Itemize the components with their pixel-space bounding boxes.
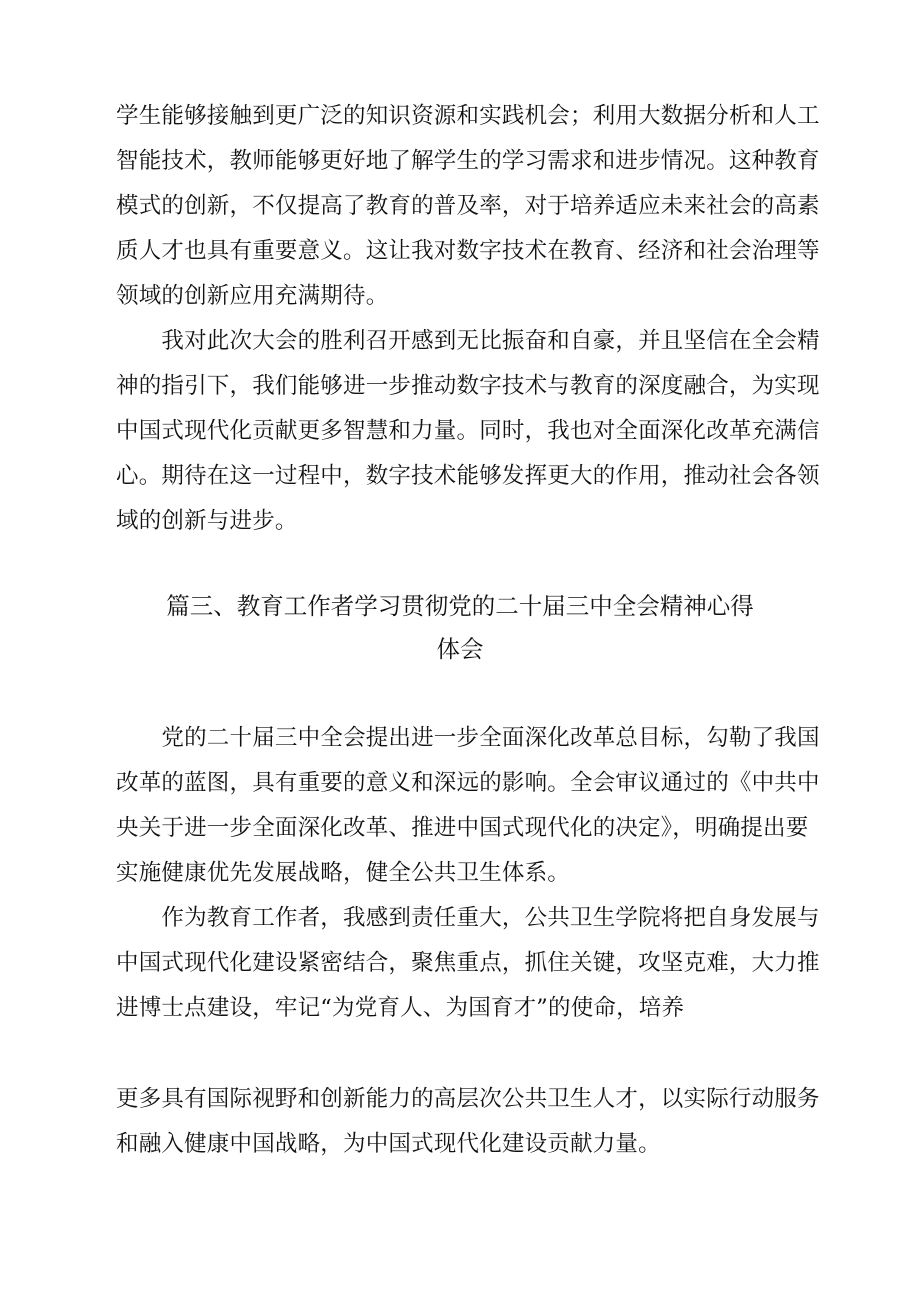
text-line: 中国式现代化建设紧密结合，聚焦重点，抓住关键，攻坚克难，大力推 (116, 950, 820, 976)
section-heading: 篇三、教育工作者学习贯彻党的二十届三中全会精神心得 (166, 592, 754, 620)
text-line: 模式的创新，不仅提高了教育的普及率，对于培养适应未来社会的高素 (116, 193, 820, 219)
text-line: 域的创新与进步。 (116, 508, 298, 534)
text-line: 更多具有国际视野和创新能力的高层次公共卫生人才，以实际行动服务 (116, 1086, 820, 1112)
text-line: 心。期待在这一过程中，数字技术能够发挥更大的作用，推动社会各领 (116, 463, 820, 489)
text-line: 质人才也具有重要意义。这让我对数字技术在教育、经济和社会治理等 (116, 238, 820, 264)
text-line: 实施健康优先发展战略，健全公共卫生体系。 (116, 860, 571, 886)
text-line: 作为教育工作者，我感到责任重大，公共卫生学院将把自身发展与 (116, 905, 820, 931)
text-line: 神的指引下，我们能够进一步推动数字技术与教育的深度融合，为实现 (116, 373, 820, 399)
text-line: 中国式现代化贡献更多智慧和力量。同时，我也对全面深化改革充满信 (116, 418, 820, 444)
text-line: 进博士点建设，牢记“为党育人、为国育才”的使命，培养 (116, 995, 685, 1021)
text-line: 和融入健康中国战略，为中国式现代化建设贡献力量。 (116, 1131, 661, 1157)
text-line: 领域的创新应用充满期待。 (116, 283, 389, 309)
text-line: 改革的蓝图，具有重要的意义和深远的影响。全会审议通过的《中共中 (116, 770, 820, 796)
text-line: 党的二十届三中全会提出进一步全面深化改革总目标，勾勒了我国 (116, 725, 820, 751)
text-line: 我对此次大会的胜利召开感到无比振奋和自豪，并且坚信在全会精 (116, 328, 820, 354)
text-line: 智能技术，教师能够更好地了解学生的学习需求和进步情况。这种教育 (116, 148, 820, 174)
text-line: 央关于进一步全面深化改革、推进中国式现代化的决定》，明确提出要 (116, 815, 809, 841)
text-line: 学生能够接触到更广泛的知识资源和实践机会；利用大数据分析和人工 (116, 103, 820, 129)
section-heading-continuation: 体会 (436, 635, 484, 663)
